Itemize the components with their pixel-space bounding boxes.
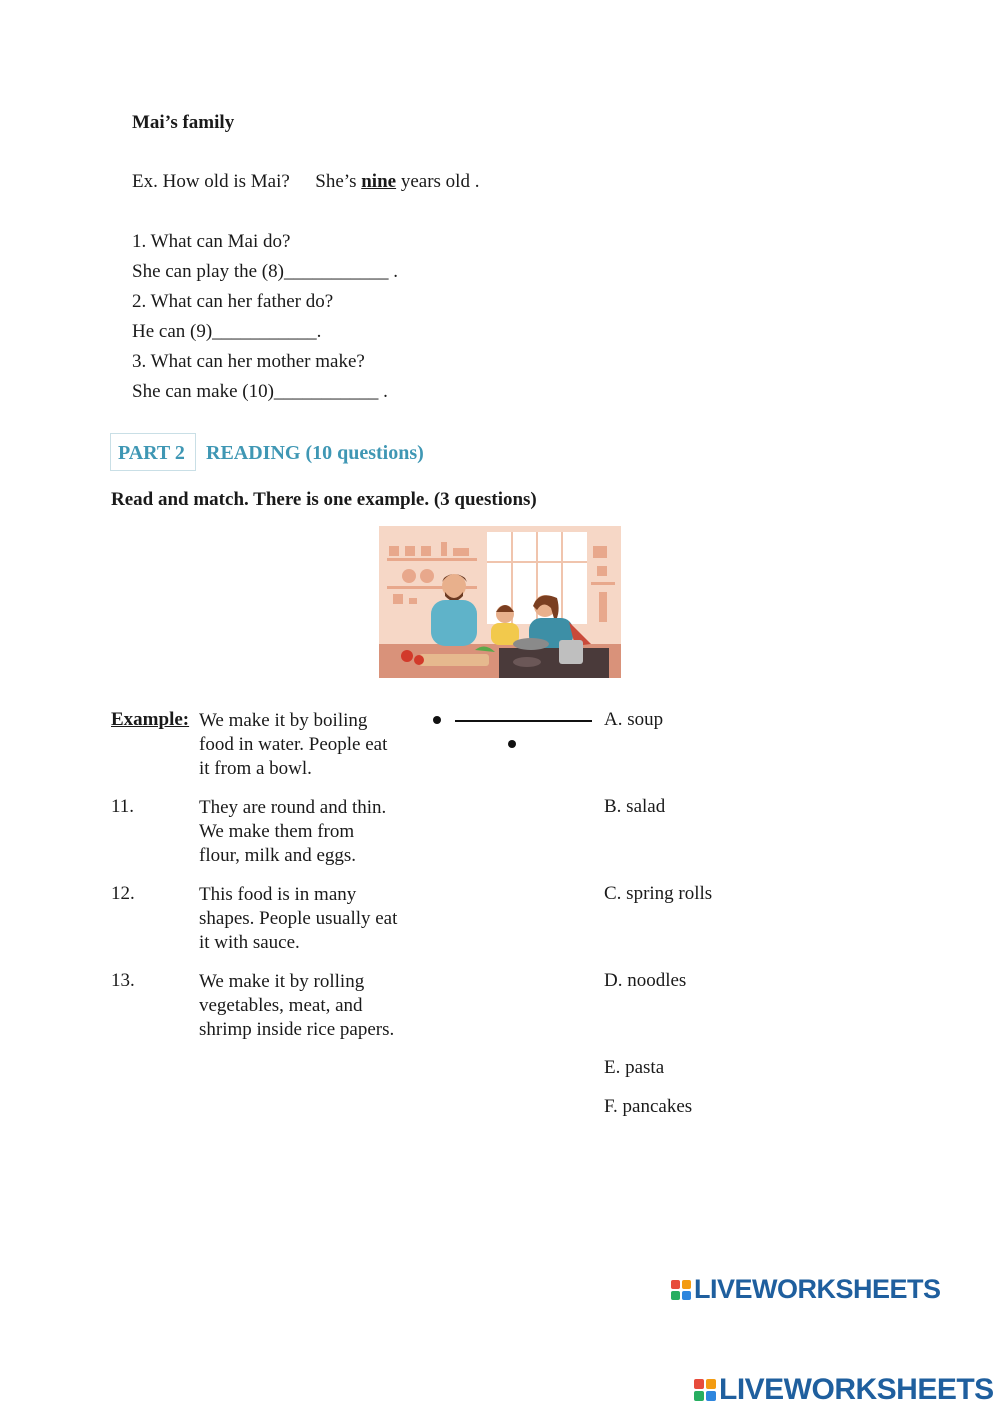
scene-pan [513, 638, 549, 650]
section-title: Mai’s family [132, 112, 235, 133]
item-line: it with sauce. [199, 932, 300, 953]
answer-9-line[interactable]: He can (9)___________. [132, 321, 322, 342]
option-d[interactable]: D. noodles [604, 970, 687, 991]
scene-cutting-board [419, 654, 489, 666]
liveworksheets-logo-icon [694, 1379, 716, 1401]
item-description-11 [199, 796, 386, 868]
item-description-13 [199, 970, 394, 1042]
item-description-12 [199, 883, 397, 955]
liveworksheets-logo-icon [671, 1280, 691, 1300]
question-1: 1. What can Mai do? [132, 231, 291, 252]
item-line: flour, milk and eggs. [199, 845, 357, 866]
part-label: PART 2 [118, 442, 185, 464]
option-b[interactable]: B. salad [604, 796, 666, 817]
example-left-dot[interactable] [433, 716, 441, 724]
item-line: vegetables, meat, and [199, 995, 363, 1016]
scene-tomato-2 [414, 655, 424, 665]
example-answer-pre: She’s [315, 171, 357, 192]
instruction: Read and match. There is one example. (3 questions) [111, 489, 537, 510]
question-2: 2. What can her father do? [132, 291, 334, 312]
example-line: it from a bowl. [199, 758, 312, 779]
item-number-11: 11. [111, 796, 135, 817]
option-c[interactable]: C. spring rolls [604, 883, 713, 904]
scene-pot [559, 640, 583, 664]
answer-8-line[interactable]: She can play the (8)___________ . [132, 261, 398, 282]
match-dot[interactable] [508, 740, 516, 748]
scene-tomato [401, 650, 413, 662]
option-e[interactable]: E. pasta [604, 1057, 665, 1078]
item-number-13: 13. [111, 970, 135, 991]
example-line: We make it by boiling [199, 710, 368, 731]
scene-burner [513, 657, 541, 667]
option-f[interactable]: F. pancakes [604, 1096, 693, 1117]
item-line: This food is in many [199, 884, 357, 905]
item-line: shapes. People usually eat [199, 908, 398, 929]
item-line: We make them from [199, 821, 355, 842]
example-answer-post: years old . [400, 171, 480, 192]
example-question-text: Ex. How old is Mai? [132, 171, 290, 192]
option-a[interactable]: A. soup [604, 709, 664, 730]
example-line: food in water. People eat [199, 734, 388, 755]
answer-10-line[interactable]: She can make (10)___________ . [132, 381, 388, 402]
question-3: 3. What can her mother make? [132, 351, 365, 372]
example-label: Example: [111, 709, 190, 730]
item-line: We make it by rolling [199, 971, 365, 992]
item-line: shrimp inside rice papers. [199, 1019, 395, 1040]
item-number-12: 12. [111, 883, 135, 904]
liveworksheets-logo-footer [694, 1373, 994, 1407]
example-description [199, 709, 387, 781]
example-match-line [455, 720, 592, 722]
example-answer-word: nine [361, 171, 397, 192]
family-cooking-illustration [379, 526, 621, 678]
example-question [132, 171, 479, 193]
liveworksheets-logo-text: LIVEWORKSHEETS [694, 1274, 941, 1304]
part-title: READING (10 questions) [206, 442, 424, 464]
liveworksheets-logo [671, 1274, 941, 1305]
liveworksheets-logo-text: LIVEWORKSHEETS [719, 1373, 994, 1406]
item-line: They are round and thin. [199, 797, 387, 818]
